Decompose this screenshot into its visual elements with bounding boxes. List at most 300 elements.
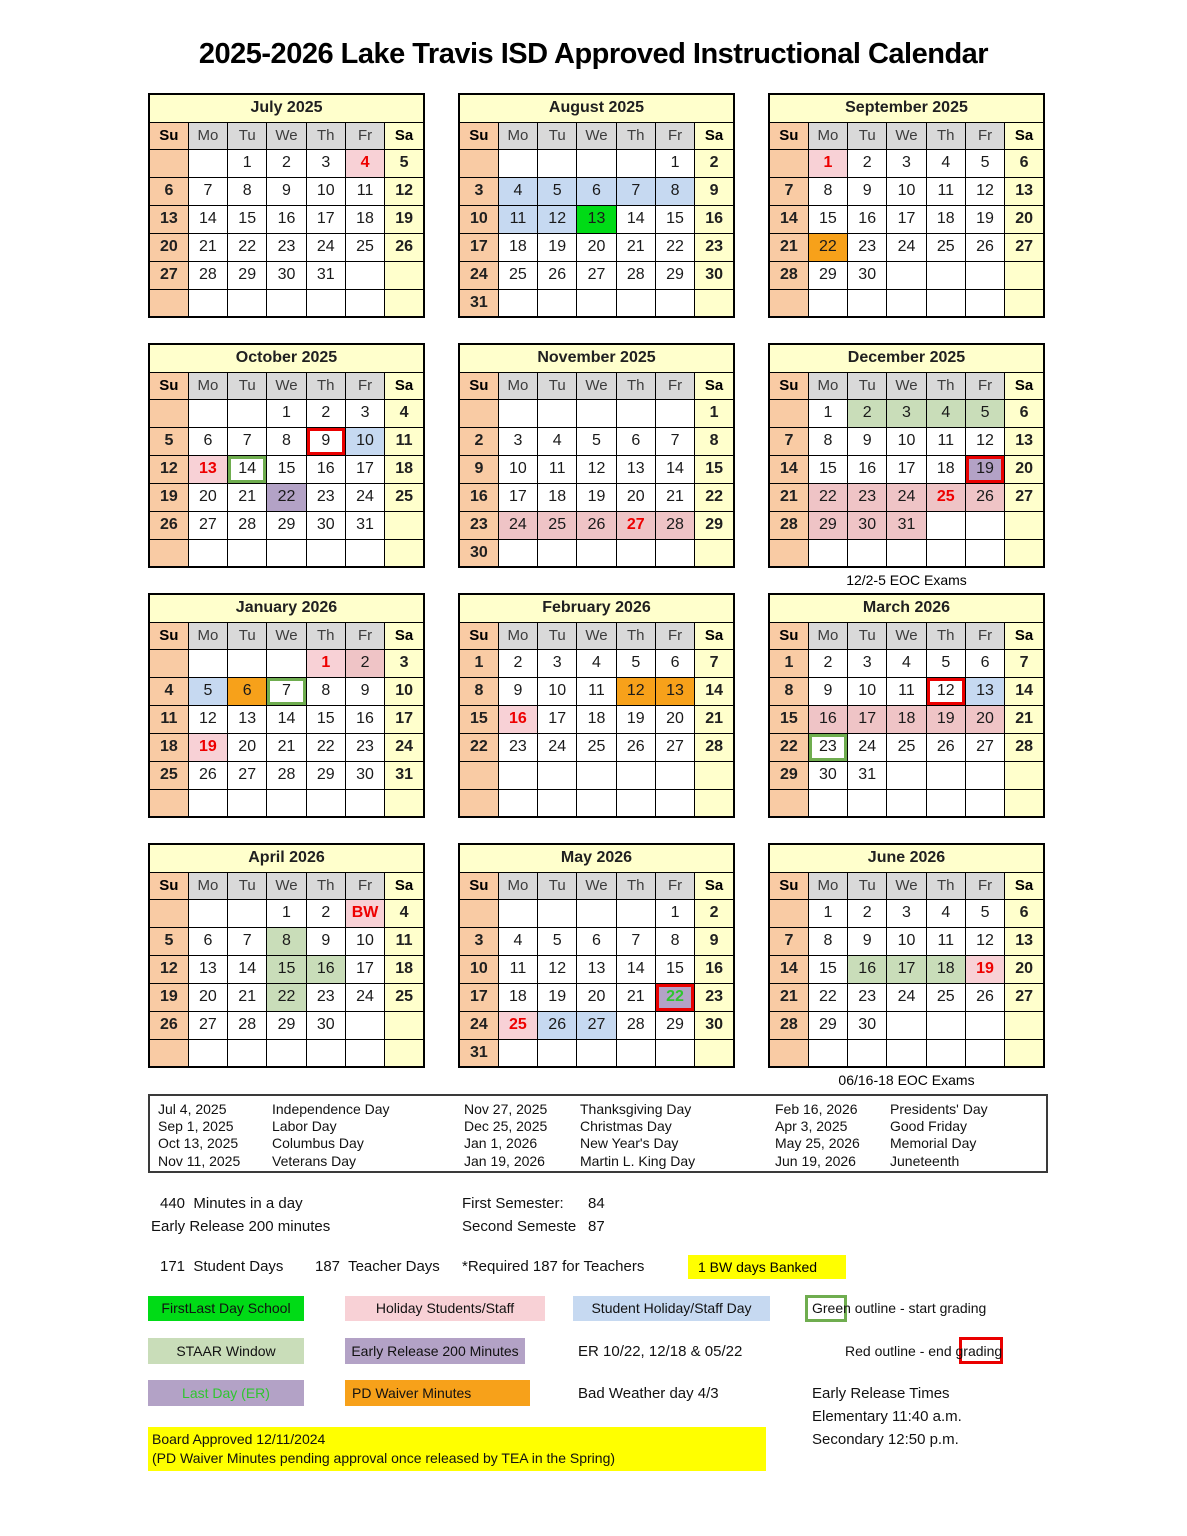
day-cell: 24 [887, 483, 926, 511]
day-cell: 25 [577, 733, 616, 761]
weekday-header: We [267, 372, 306, 399]
weekday-header: Su [459, 622, 498, 649]
day-cell: 13 [188, 955, 227, 983]
day-cell: 19 [385, 205, 424, 233]
week-row [769, 261, 1044, 289]
day-cell: 27 [577, 1011, 616, 1039]
day-cell: 6 [228, 677, 267, 705]
day-cell [577, 149, 616, 177]
day-cell: 10 [345, 927, 384, 955]
day-cell: 20 [1005, 955, 1044, 983]
day-cell: 30 [848, 261, 887, 289]
day-cell: 21 [267, 733, 306, 761]
day-cell: 5 [965, 399, 1004, 427]
weekday-header: We [577, 122, 616, 149]
day-cell: 28 [769, 511, 808, 539]
day-cell: 8 [695, 427, 734, 455]
day-cell [538, 149, 577, 177]
week-row [769, 539, 1044, 567]
weekday-header: Su [769, 872, 808, 899]
week-row [149, 955, 424, 983]
day-cell: 20 [616, 483, 655, 511]
day-cell: 29 [695, 511, 734, 539]
day-cell: 21 [188, 233, 227, 261]
day-cell: 30 [848, 511, 887, 539]
day-cell [769, 149, 808, 177]
day-cell: 28 [267, 761, 306, 789]
day-cell: 2 [267, 149, 306, 177]
holiday-name: Memorial Day [890, 1135, 977, 1152]
week-row [769, 233, 1044, 261]
weekday-header: Th [616, 872, 655, 899]
month-table [458, 593, 735, 818]
day-cell [345, 789, 384, 817]
weekday-header: Tu [848, 872, 887, 899]
day-cell: 31 [459, 289, 498, 317]
day-cell: 31 [459, 1039, 498, 1067]
weekday-header: Sa [695, 372, 734, 399]
day-cell: 26 [149, 1011, 188, 1039]
day-cell: 2 [306, 899, 345, 927]
day-cell [577, 761, 616, 789]
day-cell: 22 [655, 983, 694, 1011]
day-cell [345, 1011, 384, 1039]
weekday-header: Su [459, 372, 498, 399]
day-cell: 22 [808, 483, 847, 511]
day-cell: 3 [498, 427, 537, 455]
day-cell [616, 539, 655, 567]
weekday-header: Th [926, 122, 965, 149]
day-cell: 18 [887, 705, 926, 733]
week-row [149, 649, 424, 677]
weekday-header: Fr [965, 622, 1004, 649]
week-row [149, 539, 424, 567]
weekday-header: Th [926, 872, 965, 899]
day-cell: 8 [808, 427, 847, 455]
day-cell: 1 [695, 399, 734, 427]
day-cell: 24 [887, 233, 926, 261]
weekday-header: We [577, 372, 616, 399]
day-cell: 27 [1005, 233, 1044, 261]
month-february-2026 [458, 593, 735, 820]
week-row [459, 289, 734, 317]
weekday-header: Tu [848, 622, 887, 649]
day-cell: 21 [228, 483, 267, 511]
day-cell [848, 539, 887, 567]
day-cell: 20 [188, 483, 227, 511]
month-title: November 2025 [459, 344, 734, 372]
week-row [459, 927, 734, 955]
day-cell: 13 [616, 455, 655, 483]
day-cell: 25 [385, 483, 424, 511]
day-cell: 13 [1005, 927, 1044, 955]
day-cell: 25 [926, 233, 965, 261]
month-december-2025 [768, 343, 1045, 588]
day-cell: 15 [808, 205, 847, 233]
day-cell [345, 1039, 384, 1067]
day-cell: 6 [577, 927, 616, 955]
day-cell: 4 [538, 427, 577, 455]
day-cell [538, 1039, 577, 1067]
day-cell [538, 289, 577, 317]
weekday-header: Th [926, 372, 965, 399]
week-row [769, 927, 1044, 955]
week-row [149, 427, 424, 455]
month-title: August 2025 [459, 94, 734, 122]
day-cell: 5 [577, 427, 616, 455]
day-cell: 24 [538, 733, 577, 761]
month-january-2026 [148, 593, 425, 820]
day-cell: 5 [149, 927, 188, 955]
week-row [769, 205, 1044, 233]
day-cell: 2 [306, 399, 345, 427]
day-cell: 8 [459, 677, 498, 705]
weekday-header: Sa [695, 122, 734, 149]
day-cell: 1 [655, 149, 694, 177]
day-cell: 29 [808, 261, 847, 289]
day-cell: 30 [808, 761, 847, 789]
month-table [768, 343, 1045, 568]
day-cell: 2 [695, 899, 734, 927]
weekday-header: Sa [1005, 622, 1044, 649]
day-cell: 20 [1005, 205, 1044, 233]
week-row [769, 455, 1044, 483]
day-cell: 21 [769, 983, 808, 1011]
day-cell [228, 399, 267, 427]
day-cell: 6 [188, 927, 227, 955]
day-cell [695, 1039, 734, 1067]
day-cell: 7 [769, 177, 808, 205]
month-title: February 2026 [459, 594, 734, 622]
day-cell: 14 [695, 677, 734, 705]
day-cell: 16 [459, 483, 498, 511]
day-cell: 26 [965, 983, 1004, 1011]
day-cell: 9 [459, 455, 498, 483]
page-title: 2025-2026 Lake Travis ISD Approved Instructional Calendar [198, 38, 989, 70]
week-row [459, 705, 734, 733]
day-cell: 27 [228, 761, 267, 789]
day-cell: 20 [228, 733, 267, 761]
day-cell: 9 [808, 677, 847, 705]
day-cell: 20 [655, 705, 694, 733]
day-cell: 22 [695, 483, 734, 511]
day-cell: 30 [695, 1011, 734, 1039]
week-row [149, 149, 424, 177]
day-cell: 8 [808, 927, 847, 955]
weekday-header: Tu [538, 872, 577, 899]
month-table [768, 843, 1045, 1068]
day-cell: 29 [306, 761, 345, 789]
day-cell: 29 [267, 511, 306, 539]
day-cell: 11 [385, 427, 424, 455]
day-cell: 15 [808, 955, 847, 983]
day-cell: 4 [498, 927, 537, 955]
month-title: December 2025 [769, 344, 1044, 372]
weekday-header: Fr [965, 372, 1004, 399]
weekday-header: Su [149, 122, 188, 149]
board-approved-line2: (PD Waiver Minutes pending approval once released by TEA in the Spring) [152, 1450, 616, 1466]
day-cell: 15 [808, 455, 847, 483]
day-cell: 27 [188, 1011, 227, 1039]
weekday-header: Th [306, 122, 345, 149]
day-cell: 21 [616, 983, 655, 1011]
day-cell: 31 [848, 761, 887, 789]
day-cell [228, 539, 267, 567]
day-cell [655, 289, 694, 317]
day-cell: 8 [267, 427, 306, 455]
week-row [459, 177, 734, 205]
day-cell: 22 [808, 233, 847, 261]
day-cell: 4 [345, 149, 384, 177]
day-cell: 2 [848, 149, 887, 177]
day-cell: 11 [926, 427, 965, 455]
month-november-2025 [458, 343, 735, 570]
day-cell: 18 [926, 455, 965, 483]
week-row [149, 261, 424, 289]
day-cell [769, 539, 808, 567]
legend-early-release-200: Early Release 200 Minutes [345, 1338, 525, 1364]
week-row [769, 511, 1044, 539]
holiday-date: Nov 27, 2025 [464, 1101, 548, 1117]
day-cell: 19 [965, 955, 1004, 983]
day-cell [655, 399, 694, 427]
weekday-header: Su [149, 622, 188, 649]
week-row [149, 761, 424, 789]
day-cell: 16 [306, 955, 345, 983]
holiday-date: Dec 25, 2025 [464, 1118, 548, 1135]
day-cell [1005, 1011, 1044, 1039]
day-cell [808, 539, 847, 567]
day-cell: 16 [498, 705, 537, 733]
week-row [769, 677, 1044, 705]
weekday-header: Fr [655, 372, 694, 399]
day-cell [228, 1039, 267, 1067]
day-cell: 19 [926, 705, 965, 733]
holiday-name: Christmas Day [580, 1118, 672, 1135]
month-march-2026 [768, 593, 1045, 820]
bw-days-banked-highlight: 1 BW days Banked [688, 1255, 846, 1279]
day-cell: 23 [808, 733, 847, 761]
weekday-header: Tu [538, 122, 577, 149]
day-cell [1005, 289, 1044, 317]
day-cell: 29 [808, 511, 847, 539]
day-cell [926, 761, 965, 789]
day-cell [149, 539, 188, 567]
week-row [149, 789, 424, 817]
weekday-header: We [887, 372, 926, 399]
week-row [149, 705, 424, 733]
day-cell [769, 399, 808, 427]
weekday-header: Mo [498, 372, 537, 399]
weekday-header: We [577, 622, 616, 649]
legend-holiday-students-staff: Holiday Students/Staff [345, 1296, 545, 1321]
month-july-2025 [148, 93, 425, 320]
holiday-name: Martin L. King Day [580, 1152, 696, 1169]
day-cell [769, 899, 808, 927]
day-cell: 23 [306, 983, 345, 1011]
week-row [149, 1011, 424, 1039]
weekday-header: We [887, 622, 926, 649]
legend-first-last-day: FirstLast Day School [148, 1296, 304, 1321]
weekday-header: Su [459, 122, 498, 149]
weekday-header: Mo [808, 122, 847, 149]
day-cell [188, 539, 227, 567]
month-may-2026 [458, 843, 735, 1070]
day-cell: 14 [769, 455, 808, 483]
day-cell [267, 789, 306, 817]
day-cell: 27 [188, 511, 227, 539]
day-cell: 16 [848, 955, 887, 983]
day-cell: 14 [267, 705, 306, 733]
day-cell: 3 [459, 927, 498, 955]
day-cell: 24 [848, 733, 887, 761]
day-cell: 17 [887, 955, 926, 983]
day-cell: 12 [965, 427, 1004, 455]
day-cell [808, 289, 847, 317]
day-cell: 1 [306, 649, 345, 677]
weekday-header: Fr [345, 622, 384, 649]
weekday-header: Tu [228, 872, 267, 899]
month-table [458, 843, 735, 1068]
day-cell: 23 [848, 983, 887, 1011]
day-cell [926, 789, 965, 817]
day-cell: 17 [459, 233, 498, 261]
day-cell: 20 [577, 233, 616, 261]
months-grid [148, 93, 1045, 1088]
day-cell [385, 261, 424, 289]
day-cell: 7 [188, 177, 227, 205]
day-cell: 26 [538, 261, 577, 289]
weekday-header: Th [616, 122, 655, 149]
day-cell: 2 [498, 649, 537, 677]
legend-student-holiday-staff-day: Student Holiday/Staff Day [573, 1296, 770, 1321]
day-cell: 6 [1005, 149, 1044, 177]
day-cell: 19 [149, 483, 188, 511]
day-cell [616, 399, 655, 427]
student-days: 171 Student Days [160, 1258, 284, 1275]
required-teachers-note: *Required 187 for Teachers [462, 1258, 645, 1275]
day-cell: 14 [616, 955, 655, 983]
day-cell: 8 [769, 677, 808, 705]
weekday-header: Su [149, 372, 188, 399]
day-cell: 18 [498, 233, 537, 261]
day-cell: 23 [848, 233, 887, 261]
weekday-header: Tu [848, 122, 887, 149]
day-cell: 26 [965, 233, 1004, 261]
holidays-list [148, 1094, 1048, 1173]
day-cell: 12 [538, 205, 577, 233]
day-cell: 16 [848, 205, 887, 233]
weekday-header: Tu [228, 372, 267, 399]
day-cell: 28 [228, 511, 267, 539]
day-cell: 29 [769, 761, 808, 789]
day-cell: 21 [1005, 705, 1044, 733]
day-cell [655, 761, 694, 789]
day-cell [926, 511, 965, 539]
day-cell: 24 [498, 511, 537, 539]
day-cell: 19 [616, 705, 655, 733]
holiday-date: Nov 11, 2025 [158, 1152, 241, 1169]
day-cell: 25 [345, 233, 384, 261]
weekday-header: Th [616, 372, 655, 399]
day-cell: 27 [577, 261, 616, 289]
holiday-name: Thanksgiving Day [580, 1101, 692, 1117]
day-cell: 20 [965, 705, 1004, 733]
weekday-header: Su [769, 622, 808, 649]
weekday-header: Sa [385, 872, 424, 899]
day-cell: 8 [267, 927, 306, 955]
holiday-date: Feb 16, 2026 [775, 1101, 858, 1117]
day-cell: 14 [188, 205, 227, 233]
week-row [149, 455, 424, 483]
day-cell [188, 149, 227, 177]
day-cell: 7 [616, 927, 655, 955]
early-release-times-title: Early Release Times [812, 1385, 950, 1402]
day-cell: 1 [769, 649, 808, 677]
week-row [459, 483, 734, 511]
day-cell: 25 [149, 761, 188, 789]
day-cell [228, 649, 267, 677]
day-cell: 4 [577, 649, 616, 677]
day-cell [616, 1039, 655, 1067]
week-row [459, 233, 734, 261]
day-cell: 1 [655, 899, 694, 927]
weekday-header: Tu [228, 622, 267, 649]
day-cell: 22 [769, 733, 808, 761]
day-cell: 5 [149, 427, 188, 455]
day-cell [769, 789, 808, 817]
day-cell [228, 899, 267, 927]
month-caption: 12/2-5 EOC Exams [846, 572, 967, 588]
day-cell: 29 [655, 261, 694, 289]
week-row [459, 789, 734, 817]
holiday-name: Columbus Day [272, 1135, 364, 1152]
weekday-header: We [267, 872, 306, 899]
day-cell: 3 [887, 149, 926, 177]
day-cell: 10 [887, 427, 926, 455]
day-cell [887, 789, 926, 817]
weekday-header: Fr [965, 122, 1004, 149]
day-cell [965, 261, 1004, 289]
day-cell: 21 [228, 983, 267, 1011]
day-cell: 26 [965, 483, 1004, 511]
day-cell: 3 [385, 649, 424, 677]
month-title: March 2026 [769, 594, 1044, 622]
day-cell: 13 [577, 955, 616, 983]
day-cell: 11 [538, 455, 577, 483]
day-cell [188, 289, 227, 317]
day-cell: 3 [887, 399, 926, 427]
day-cell [188, 649, 227, 677]
day-cell: 13 [1005, 427, 1044, 455]
weekday-header: Mo [498, 622, 537, 649]
day-cell: 7 [228, 427, 267, 455]
week-row [149, 927, 424, 955]
day-cell: 31 [385, 761, 424, 789]
day-cell [655, 539, 694, 567]
week-row [769, 483, 1044, 511]
day-cell [808, 789, 847, 817]
day-cell [267, 539, 306, 567]
day-cell [965, 1011, 1004, 1039]
day-cell: 19 [965, 205, 1004, 233]
day-cell: 15 [228, 205, 267, 233]
day-cell [695, 539, 734, 567]
week-row [459, 149, 734, 177]
day-cell: 26 [616, 733, 655, 761]
holiday-date: Jul 4, 2025 [158, 1101, 227, 1117]
weekday-header: We [887, 122, 926, 149]
